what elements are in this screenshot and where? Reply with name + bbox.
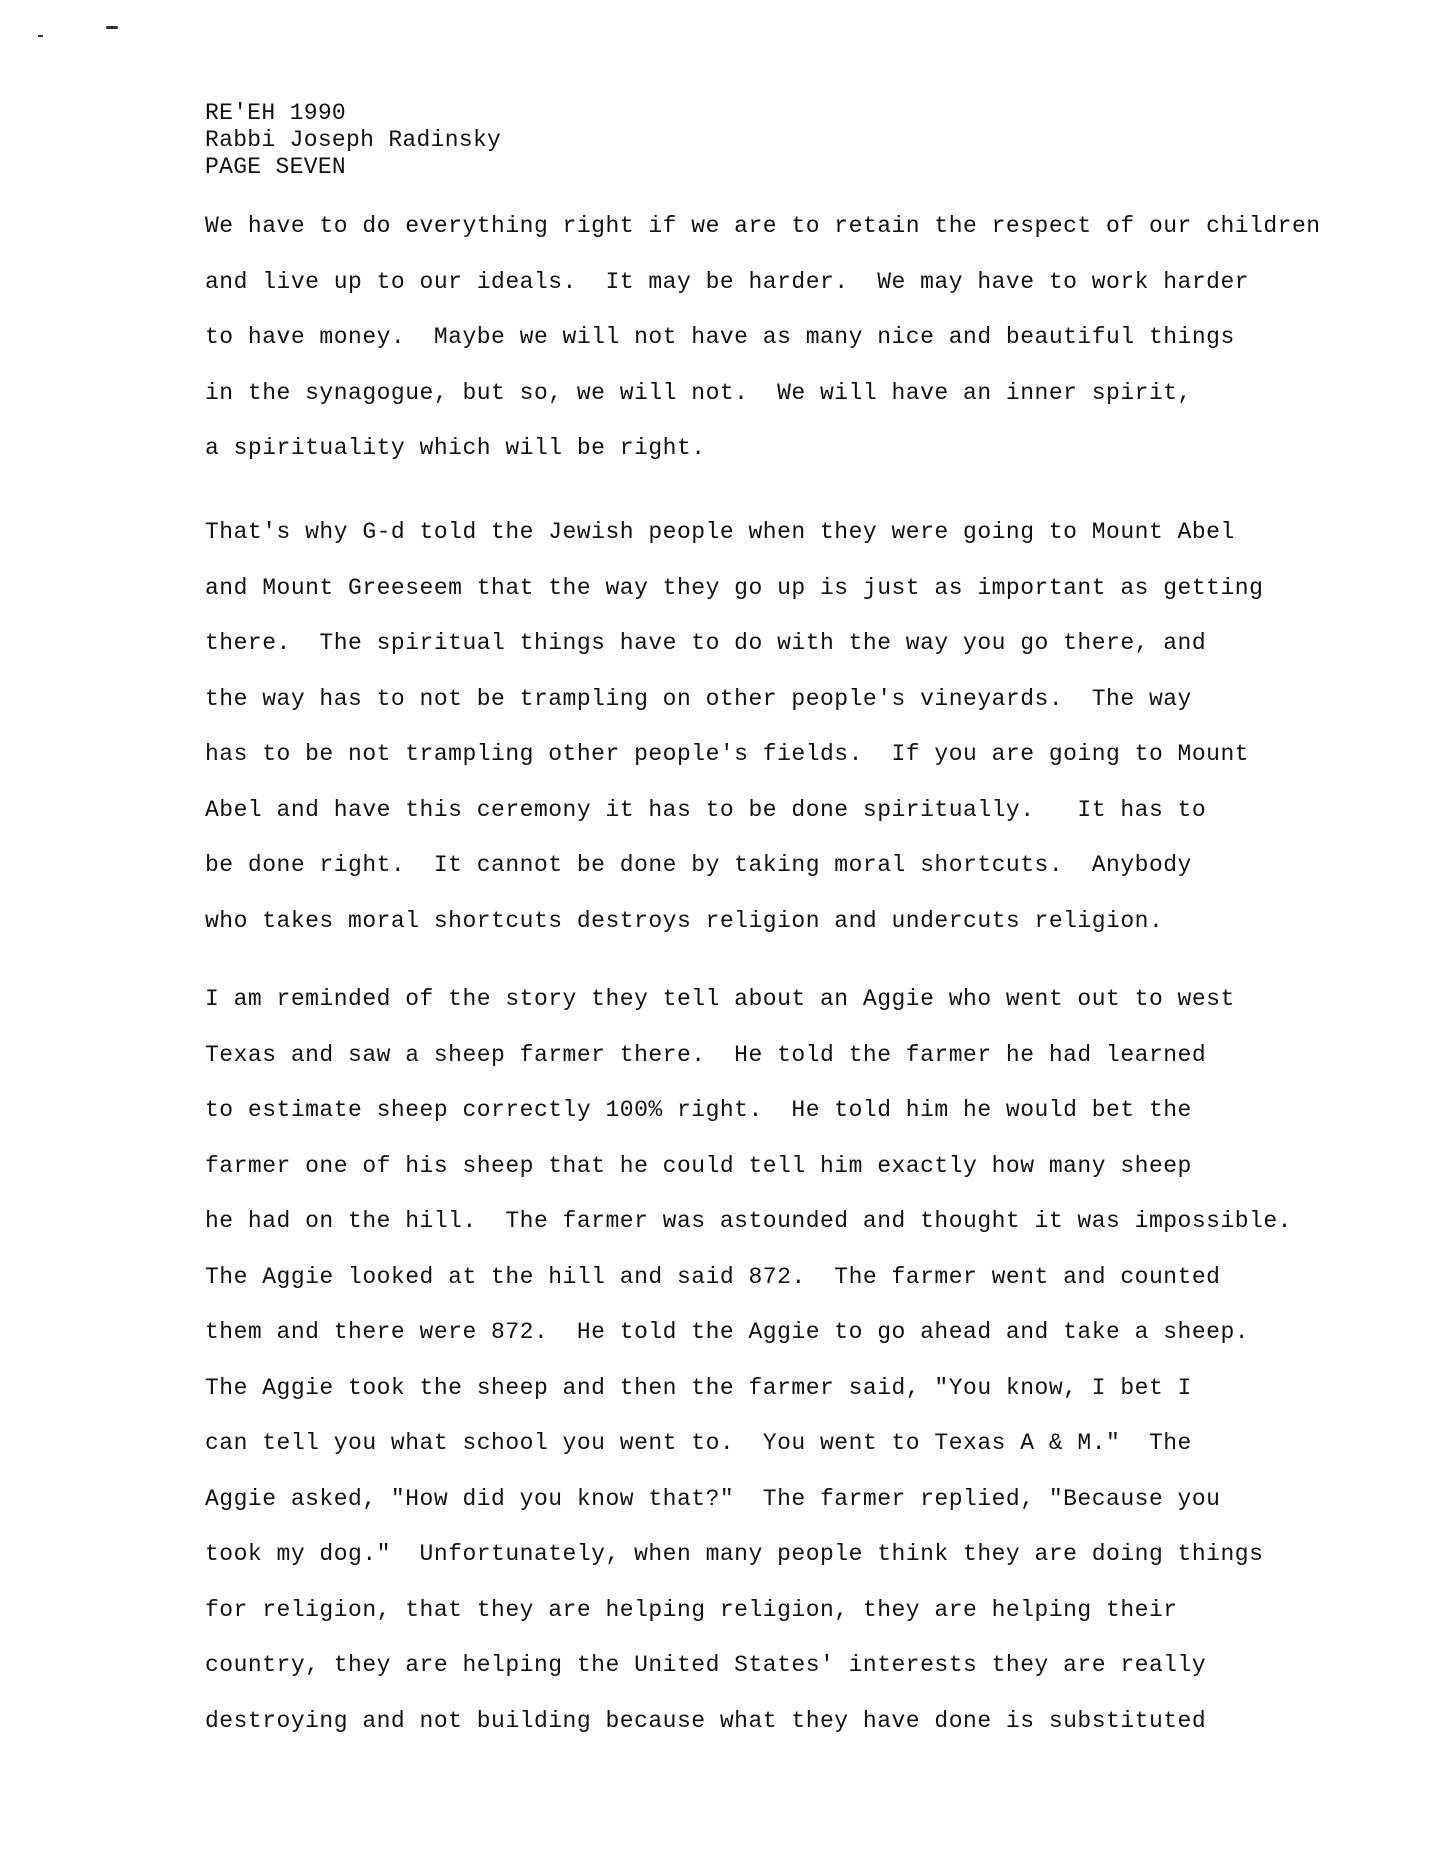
text-line: them and there were 872. He told the Aggie to go ahead and take a sheep. <box>205 1319 1250 1345</box>
text-line: and live up to our ideals. It may be harder. We may have to work harder <box>205 268 1250 295</box>
text-line: a spirituality which will be right. <box>205 435 706 461</box>
header-author: Rabbi Joseph Radinsky <box>205 127 502 153</box>
scan-speck <box>38 35 43 37</box>
text-line: destroying and not building because what they have done is substituted <box>205 1707 1207 1734</box>
text-line: in the synagogue, but so, we will not. We will have an inner spirit, <box>205 379 1192 406</box>
text-line: there. The spiritual things have to do with the way you go there, and <box>205 630 1207 656</box>
text-line: and Mount Greeseem that the way they go up is just as important as getting <box>205 574 1264 601</box>
text-line: country, they are helping the United States' interests they are really <box>205 1652 1207 1678</box>
scan-speck <box>106 26 118 29</box>
paragraph-1 <box>205 199 1321 477</box>
text-line: I am reminded of the story they tell about an Aggie who went out to west <box>205 986 1235 1012</box>
header-title: RE'EH 1990 <box>205 100 347 126</box>
text-line: Aggie asked, "How did you know that?" The farmer replied, "Because you <box>205 1485 1221 1512</box>
paragraph-3 <box>205 972 1292 1749</box>
text-line: be done right. It cannot be done by taking moral shortcuts. Anybody <box>205 852 1192 878</box>
text-line: That's why G-d told the Jewish people when they were going to Mount Abel <box>205 519 1235 545</box>
text-line: he had on the hill. The farmer was astounded and thought it was impossible. <box>205 1208 1292 1234</box>
text-line: took my dog." Unfortunately, when many people think they are doing things <box>205 1541 1264 1567</box>
text-line: who takes moral shortcuts destroys religion and undercuts religion. <box>205 907 1164 934</box>
text-line: for religion, that they are helping religion, they are helping their <box>205 1596 1178 1623</box>
paragraph-2 <box>205 505 1263 949</box>
text-line: The Aggie looked at the hill and said 872. The farmer went and counted <box>205 1263 1221 1290</box>
text-line: has to be not trampling other people's fields. If you are going to Mount <box>205 741 1250 767</box>
text-line: Texas and saw a sheep farmer there. He told the farmer he had learned <box>205 1041 1207 1068</box>
text-line: farmer one of his sheep that he could tell him exactly how many sheep <box>205 1152 1192 1179</box>
text-line: Abel and have this ceremony it has to be done spiritually. It has to <box>205 796 1207 823</box>
header-page-label: PAGE SEVEN <box>205 154 347 180</box>
text-line: We have to do everything right if we are to retain the respect of our children <box>205 213 1321 239</box>
text-line: to estimate sheep correctly 100% right. He told him he would bet the <box>205 1097 1192 1123</box>
text-line: the way has to not be trampling on other people's vineyards. The way <box>205 685 1192 712</box>
text-line: The Aggie took the sheep and then the farmer said, "You know, I bet I <box>205 1374 1192 1401</box>
document-header <box>205 100 501 181</box>
text-line: can tell you what school you went to. You went to Texas A & M." The <box>205 1430 1192 1456</box>
text-line: to have money. Maybe we will not have as many nice and beautiful things <box>205 324 1235 350</box>
